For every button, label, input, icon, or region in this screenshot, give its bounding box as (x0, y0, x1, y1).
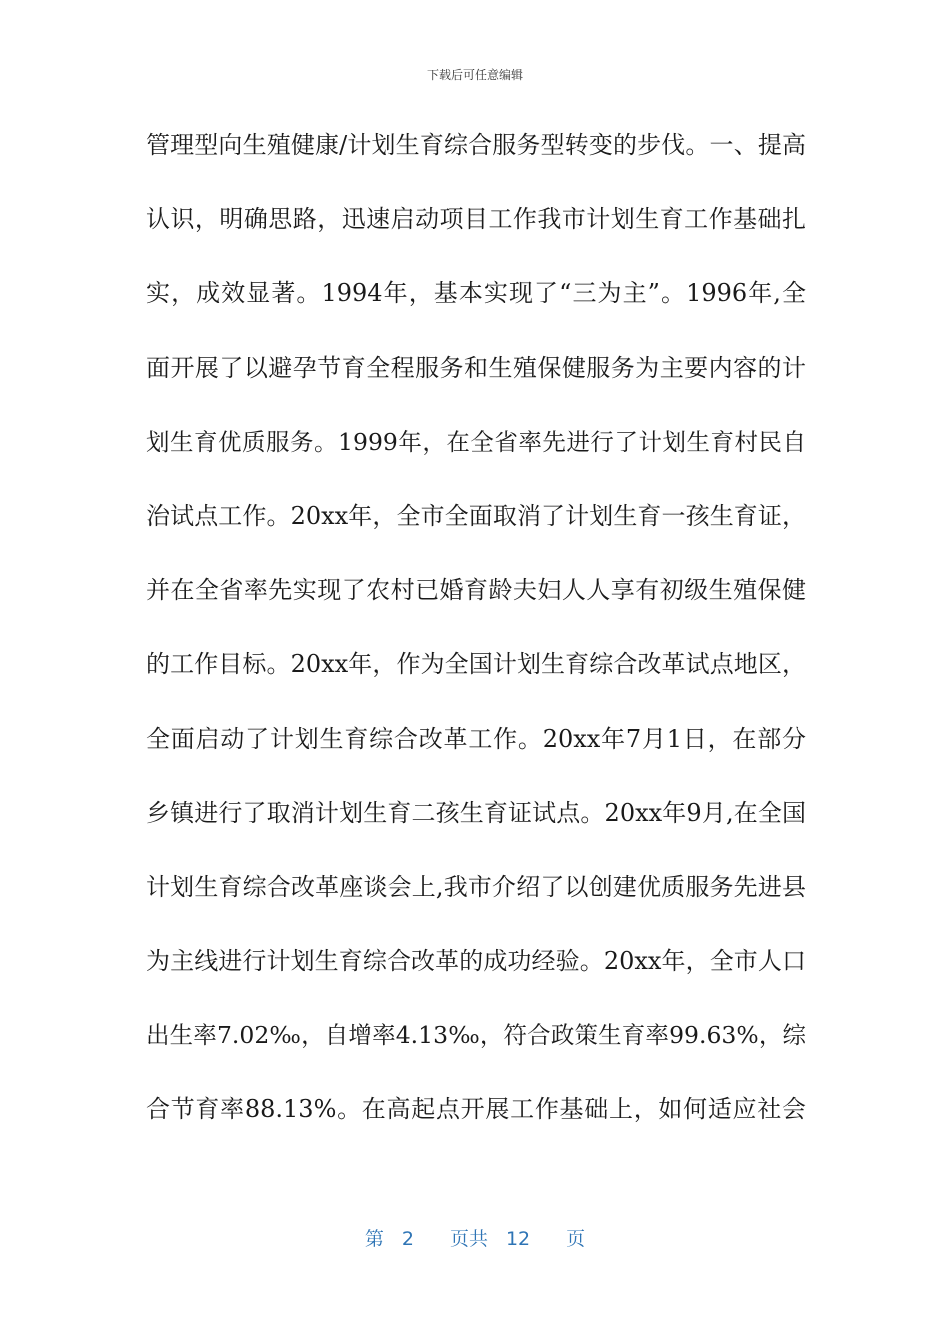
text-line: 的工作目标。20xx年，作为全国计划生育综合改革试点地区， (146, 650, 806, 679)
total-pages-number: 12 (505, 1228, 531, 1250)
text-line: 乡镇进行了取消计划生育二孩生育证试点。20xx年9月,在全国 (146, 798, 806, 827)
text-line: 划生育优质服务。1999年，在全省率先进行了计划生育村民自 (146, 427, 806, 456)
text-line: 为主线进行计划生育综合改革的成功经验。20xx年，全市人口 (146, 947, 806, 976)
text-line: 治试点工作。20xx年，全市全面取消了计划生育一孩生育证， (146, 501, 806, 530)
text-line: 管理型向生殖健康/计划生育综合服务型转变的步伐。一、提高 (146, 131, 806, 159)
text-line: 并在全省率先实现了农村已婚育龄夫妇人人享有初级生殖保健 (146, 576, 806, 605)
text-line: 实，成效显著。1994年，基本实现了“三为主”。1996年,全 (146, 279, 806, 308)
text-line: 全面启动了计划生育综合改革工作。20xx年7月1日，在部分 (146, 724, 806, 753)
text-line: 认识，明确思路，迅速启动项目工作我市计划生育工作基础扎 (146, 205, 806, 234)
text-line: 合节育率88.13%。在高起点开展工作基础上，如何适应社会 (146, 1095, 806, 1124)
text-line: 出生率7.02‰，自增率4.13‰，符合政策生育率99.63%，综 (146, 1021, 806, 1050)
page-footer (0, 1224, 950, 1251)
current-page-number: 2 (401, 1228, 414, 1250)
page-header: 下载后可任意编辑 (426, 68, 523, 82)
page-number-middle: 页共 (449, 1228, 488, 1250)
text-line: 计划生育综合改革座谈会上,我市介绍了以创建优质服务先进县 (146, 872, 806, 901)
page-number-prefix: 第 (364, 1228, 384, 1250)
page-number-suffix: 页 (566, 1228, 586, 1250)
text-line: 面开展了以避孕节育全程服务和生殖保健服务为主要内容的计 (146, 353, 806, 382)
body-text (146, 120, 806, 1159)
